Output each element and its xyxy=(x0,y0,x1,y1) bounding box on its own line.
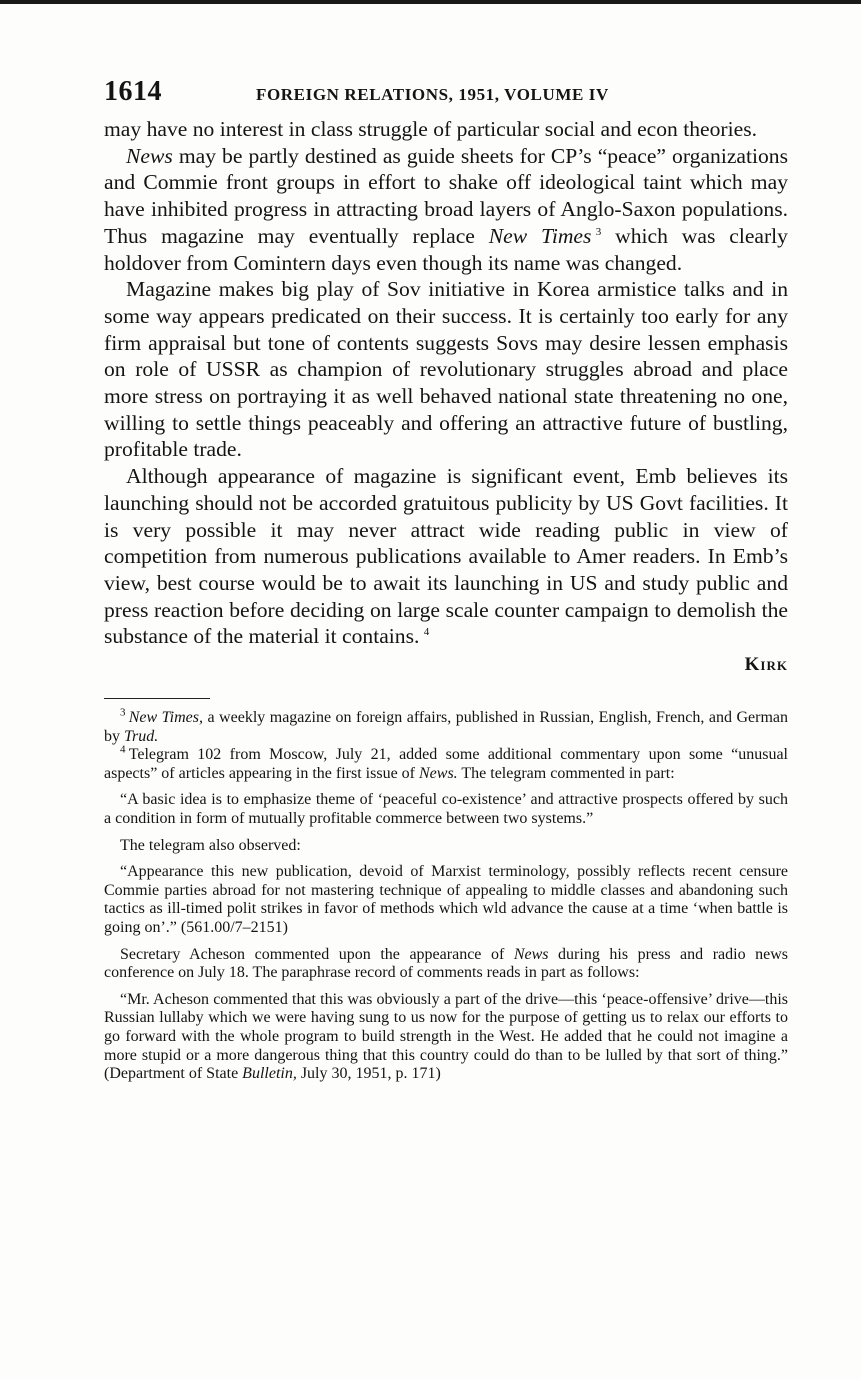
page-header xyxy=(104,76,788,116)
running-head: FOREIGN RELATIONS, 1951, VOLUME IV xyxy=(256,85,609,104)
footnotes xyxy=(104,706,788,1084)
footnote-4-acheson xyxy=(104,946,788,983)
footnote-4-acheson-italic-news: News xyxy=(513,945,549,963)
footnote-4-quote-3 xyxy=(104,991,788,1084)
italic-news: News xyxy=(126,143,173,168)
footnote-3 xyxy=(104,706,788,746)
footnote-4-quote-3-text-b: July 30, 1951, p. 171) xyxy=(296,1065,441,1083)
footnote-4 xyxy=(104,743,788,783)
footnote-4-quote-1: “A basic idea is to emphasize theme of ‘peaceful co-existence’ and attractive prospects offered by such a condition in form of mutually profitable commerce between two systems.” xyxy=(104,791,788,828)
paragraph-4-text: Although appearance of magazine is significant event, Emb believes its launching should not be accorded gratuitous publicity by US Govt facilities. It is very possible it may never attract wide reading public in view of competition from numerous publications available to Amer readers. In Emb’s view, best course would be to await its launching in US and study public and press reaction before deciding on large scale counter campaign to demolish the substance of the material it contains. xyxy=(104,464,788,649)
page-number: 1614 xyxy=(104,76,162,107)
paragraph-1: may have no interest in class struggle of particular social and econ theories. xyxy=(104,117,757,141)
paragraph-4 xyxy=(104,463,788,650)
footnote-4-text-a: Telegram 102 from Moscow, July 21, added some additional commentary upon some “unusual aspects” of articles appearing in the first issue of xyxy=(104,746,788,782)
footnote-divider xyxy=(104,698,210,699)
footnote-3-italic-trud: Trud. xyxy=(124,727,159,745)
signature: Kirk xyxy=(744,654,788,676)
footnote-ref-4: 4 xyxy=(423,626,430,639)
footnote-4-text-b: The telegram commented in part: xyxy=(457,764,675,782)
italic-new-times: New Times xyxy=(488,223,592,248)
footnote-4-quote-3-italic-bulletin: Bulletin, xyxy=(242,1065,297,1083)
footnote-4-quote-3-text-a: “Mr. Acheson commented that this was obviously a part of the drive—this ‘peace-offensive’ drive—this Russian lullaby which we were having sung to us now for the purpose of getting us to relax our efforts to go forward with the whole program to build strength in the West. He added that he could not imagine a more stupid or a more dangerous thing that this country could do than to be lulled by that sort of thing.” (Department of State xyxy=(104,990,788,1083)
document-page xyxy=(104,76,788,1084)
footnote-4-italic-news: News. xyxy=(419,764,458,782)
footnote-3-italic-new-times: New Times, xyxy=(128,709,203,727)
footnote-ref-3: 3 xyxy=(595,225,602,238)
footnote-3-text: a weekly magazine on foreign affairs, published in Russian, English, French, and German by xyxy=(104,709,788,745)
footnote-3-number: 3 xyxy=(120,706,126,719)
footnote-4-quote-2: “Appearance this new publication, devoid of Marxist terminology, possibly reflects recent censure Commie parties abroad for not mastering technique of appealing to middle classes and abandoning such tactics as ill-timed polit strikes in favor of methods which wld advance the cause at a time ‘when battle is going on’.” (561.00/7–2151) xyxy=(104,863,788,936)
footnote-4-number: 4 xyxy=(120,743,126,756)
footnote-4-acheson-text-a: Secretary Acheson commented upon the appearance of xyxy=(120,945,514,963)
body-text xyxy=(104,116,788,676)
paragraph-2-text-a: may be partly destined as guide sheets for CP’s “peace” organizations and Commie front groups in effort to shake off ideological taint which may have inhibited progress in attracting broad layers of Anglo-Saxon populations. Thus magazine may eventually replace xyxy=(104,143,788,248)
top-border-rule xyxy=(0,0,861,4)
paragraph-2-text-b: which was clearly holdover from Comintern days even though its name was changed. xyxy=(104,223,788,275)
paragraph-2 xyxy=(104,143,788,277)
footnote-4-observed: The telegram also observed: xyxy=(120,836,301,854)
paragraph-3: Magazine makes big play of Sov initiative in Korea armistice talks and in some way appears predicated on their success. It is certainly too early for any firm appraisal but tone of contents suggests Sovs may desire lessen emphasis on role of USSR as champion of revolutionary struggles abroad and place more stress on portraying it as well behaved national state threatening no one, willing to settle things peaceably and offering an attractive future of bustling, profitable trade. xyxy=(104,277,788,462)
footnote-4-acheson-text-b: during his press and radio news conference on July 18. The paraphrase record of comments reads in part as follows: xyxy=(104,945,788,982)
